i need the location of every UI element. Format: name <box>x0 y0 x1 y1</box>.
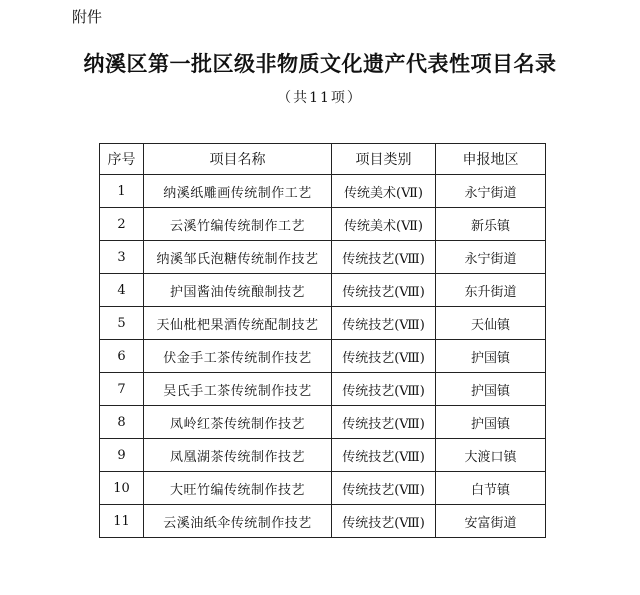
cell-region: 天仙镇 <box>436 307 546 340</box>
cell-region: 安富街道 <box>436 505 546 538</box>
cell-category: 传统技艺(Ⅷ) <box>332 274 436 307</box>
table-row <box>100 340 546 373</box>
table-row <box>100 472 546 505</box>
cell-region: 白节镇 <box>436 472 546 505</box>
cell-region: 东升街道 <box>436 274 546 307</box>
cell-project-name: 大旺竹编传统制作技艺 <box>144 472 332 505</box>
cell-category: 传统技艺(Ⅷ) <box>332 373 436 406</box>
cell-serial: 8 <box>100 406 144 439</box>
cell-category: 传统技艺(Ⅷ) <box>332 439 436 472</box>
cell-serial: 6 <box>100 340 144 373</box>
cell-project-name: 天仙枇杷果酒传统配制技艺 <box>144 307 332 340</box>
table-row <box>100 208 546 241</box>
cell-serial: 4 <box>100 274 144 307</box>
cell-category: 传统美术(Ⅶ) <box>332 175 436 208</box>
cell-region: 永宁街道 <box>436 175 546 208</box>
cell-project-name: 护国酱油传统酿制技艺 <box>144 274 332 307</box>
table-row <box>100 175 546 208</box>
table-row <box>100 406 546 439</box>
cell-serial: 10 <box>100 472 144 505</box>
cell-category: 传统技艺(Ⅷ) <box>332 241 436 274</box>
cell-category: 传统美术(Ⅶ) <box>332 208 436 241</box>
cell-category: 传统技艺(Ⅷ) <box>332 340 436 373</box>
document-title: 纳溪区第一批区级非物质文化遗产代表性项目名录 <box>83 51 557 76</box>
cell-category: 传统技艺(Ⅷ) <box>332 406 436 439</box>
cell-project-name: 纳溪纸雕画传统制作工艺 <box>144 175 332 208</box>
cell-region: 永宁街道 <box>436 241 546 274</box>
cell-serial: 5 <box>100 307 144 340</box>
table-row <box>100 439 546 472</box>
cell-serial: 2 <box>100 208 144 241</box>
header-project-name: 项目名称 <box>144 144 332 175</box>
cell-region: 护国镇 <box>436 340 546 373</box>
table-row <box>100 373 546 406</box>
header-serial: 序号 <box>100 144 144 175</box>
annex-label: 附件 <box>72 8 103 26</box>
cell-serial: 7 <box>100 373 144 406</box>
document-subtitle: （共11项） <box>277 90 363 106</box>
cell-serial: 9 <box>100 439 144 472</box>
table-row <box>100 307 546 340</box>
cell-region: 新乐镇 <box>436 208 546 241</box>
cell-region: 护国镇 <box>436 406 546 439</box>
cell-project-name: 凤凰湖茶传统制作技艺 <box>144 439 332 472</box>
cell-project-name: 凤岭红茶传统制作技艺 <box>144 406 332 439</box>
cell-serial: 11 <box>100 505 144 538</box>
header-category: 项目类别 <box>332 144 436 175</box>
cell-project-name: 吴氏手工茶传统制作技艺 <box>144 373 332 406</box>
cell-project-name: 云溪竹编传统制作工艺 <box>144 208 332 241</box>
heritage-list-table <box>99 143 546 538</box>
table-row <box>100 241 546 274</box>
cell-serial: 1 <box>100 175 144 208</box>
table-row <box>100 505 546 538</box>
header-region: 申报地区 <box>436 144 546 175</box>
cell-category: 传统技艺(Ⅷ) <box>332 307 436 340</box>
cell-project-name: 纳溪邹氏泡糖传统制作技艺 <box>144 241 332 274</box>
cell-project-name: 伏金手工茶传统制作技艺 <box>144 340 332 373</box>
cell-category: 传统技艺(Ⅷ) <box>332 472 436 505</box>
table-header-row <box>100 144 546 175</box>
cell-category: 传统技艺(Ⅷ) <box>332 505 436 538</box>
cell-region: 大渡口镇 <box>436 439 546 472</box>
cell-serial: 3 <box>100 241 144 274</box>
cell-region: 护国镇 <box>436 373 546 406</box>
cell-project-name: 云溪油纸伞传统制作技艺 <box>144 505 332 538</box>
table-row <box>100 274 546 307</box>
